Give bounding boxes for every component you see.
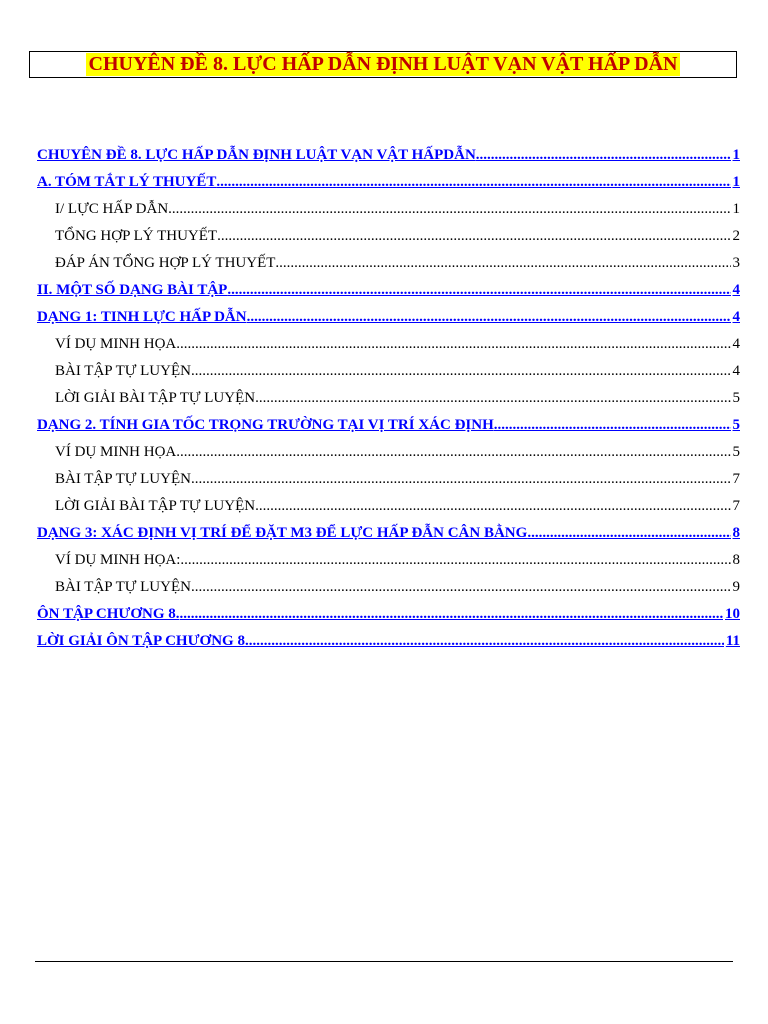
- toc-page-number: 5: [732, 444, 740, 460]
- toc-link-subheading[interactable]: [37, 384, 740, 411]
- toc-page-number: 8: [732, 552, 740, 568]
- toc-entry-label: VÍ DỤ MINH HỌA: [55, 336, 177, 352]
- toc-dot-leader: [176, 444, 730, 461]
- toc-dot-leader: [217, 228, 730, 245]
- toc-page-number: 5: [732, 417, 740, 433]
- toc-entry-label: VÍ DỤ MINH HỌA: [55, 444, 177, 460]
- toc-link-subheading[interactable]: [37, 465, 740, 492]
- toc-link-heading[interactable]: [37, 168, 740, 195]
- toc-entry-label: ÔN TẬP CHƯƠNG 8.: [37, 606, 180, 622]
- toc-entry-label: VÍ DỤ MINH HỌA:: [55, 552, 181, 568]
- toc-dot-leader: [216, 174, 730, 191]
- toc-page-number: 4: [732, 336, 740, 352]
- toc-page-number: 4: [732, 309, 740, 325]
- toc-dot-leader: [245, 633, 724, 650]
- toc-link-subheading[interactable]: [37, 222, 740, 249]
- toc-page-number: 11: [725, 633, 740, 649]
- toc-link-heading[interactable]: [37, 303, 740, 330]
- toc-dot-leader: [255, 498, 730, 515]
- toc-link-subheading[interactable]: [37, 330, 740, 357]
- toc-link-heading[interactable]: [37, 411, 740, 438]
- toc-entry-label: ĐÁP ÁN TỔNG HỢP LÝ THUYẾT: [55, 255, 276, 271]
- toc-entry-label: BÀI TẬP TỰ LUYỆN: [55, 471, 191, 487]
- toc-dot-leader: [275, 255, 730, 272]
- toc-entry-label: I/ LỰC HẤP DẪN: [55, 201, 169, 217]
- toc-dot-leader: [227, 282, 730, 299]
- toc-link-subheading[interactable]: [37, 546, 740, 573]
- toc-entry-label: II. MỘT SỐ DẠNG BÀI TẬP: [37, 282, 228, 298]
- toc-link-subheading[interactable]: [37, 249, 740, 276]
- document-title-box: [29, 51, 737, 78]
- toc-link-subheading[interactable]: [37, 438, 740, 465]
- toc-link-subheading[interactable]: [37, 573, 740, 600]
- toc-entry-label: BÀI TẬP TỰ LUYỆN: [55, 579, 191, 595]
- toc-link-heading[interactable]: [37, 627, 740, 654]
- toc-link-subheading[interactable]: [37, 492, 740, 519]
- toc-page-number: 3: [732, 255, 740, 271]
- toc-entry-label: BÀI TẬP TỰ LUYỆN: [55, 363, 191, 379]
- toc-dot-leader: [176, 336, 730, 353]
- toc-page-number: 10: [725, 606, 740, 622]
- toc-entry-label: A. TÓM TẮT LÝ THUYẾT: [37, 174, 217, 190]
- toc-dot-leader: [191, 363, 731, 380]
- toc-dot-leader: [247, 309, 731, 326]
- toc-page-number: 1: [732, 201, 740, 217]
- toc-dot-leader: [168, 201, 730, 218]
- toc-page-number: 4: [732, 363, 740, 379]
- toc-link-heading[interactable]: [37, 141, 740, 168]
- toc-link-heading[interactable]: [37, 519, 740, 546]
- toc-dot-leader: [191, 471, 731, 488]
- toc-entry-label: CHUYÊN ĐỀ 8. LỰC HẤP DẪN ĐỊNH LUẬT VẠN VẬT HẤPDẪN: [37, 147, 476, 163]
- document-title: CHUYÊN ĐỀ 8. LỰC HẤP DẪN ĐỊNH LUẬT VẠN VẬT HẤP DẪN: [86, 53, 681, 76]
- toc-page-number: 4: [732, 282, 740, 298]
- toc-link-subheading[interactable]: [37, 195, 740, 222]
- toc-dot-leader: [191, 579, 731, 596]
- toc-entry-label: TỔNG HỢP LÝ THUYẾT: [55, 228, 218, 244]
- toc-link-subheading[interactable]: [37, 357, 740, 384]
- toc-dot-leader: [527, 525, 730, 542]
- toc-page-number: 5: [732, 390, 740, 406]
- toc-entry-label: LỜI GIẢI ÔN TẬP CHƯƠNG 8: [37, 633, 245, 649]
- toc-dot-leader: [476, 147, 731, 164]
- toc-dot-leader: [180, 606, 723, 623]
- table-of-contents: [37, 141, 740, 654]
- toc-entry-label: DẠNG 1: TINH LỰC HẤP DẪN: [37, 309, 247, 325]
- toc-page-number: 1: [732, 147, 740, 163]
- toc-entry-label: LỜI GIẢI BÀI TẬP TỰ LUYỆN: [55, 498, 256, 514]
- toc-entry-label: DẠNG 3: XÁC ĐỊNH VỊ TRÍ ĐỂ ĐẶT M3 ĐỂ LỰC HẤP ĐẪN CÂN BẰNG: [37, 525, 528, 541]
- footer-divider: [35, 961, 733, 962]
- toc-page-number: 7: [732, 471, 740, 487]
- toc-page-number: 7: [732, 498, 740, 514]
- toc-dot-leader: [494, 417, 731, 434]
- toc-link-heading[interactable]: [37, 600, 740, 627]
- toc-entry-label: DẠNG 2. TÍNH GIA TỐC TRỌNG TRƯỜNG TẠI VỊ TRÍ XÁC ĐỊNH: [37, 417, 494, 433]
- toc-page-number: 1: [732, 174, 740, 190]
- toc-dot-leader: [255, 390, 730, 407]
- toc-page-number: 8: [732, 525, 740, 541]
- toc-page-number: 9: [732, 579, 740, 595]
- toc-entry-label: LỜI GIẢI BÀI TẬP TỰ LUYỆN: [55, 390, 256, 406]
- toc-link-heading[interactable]: [37, 276, 740, 303]
- toc-dot-leader: [180, 552, 730, 569]
- toc-page-number: 2: [732, 228, 740, 244]
